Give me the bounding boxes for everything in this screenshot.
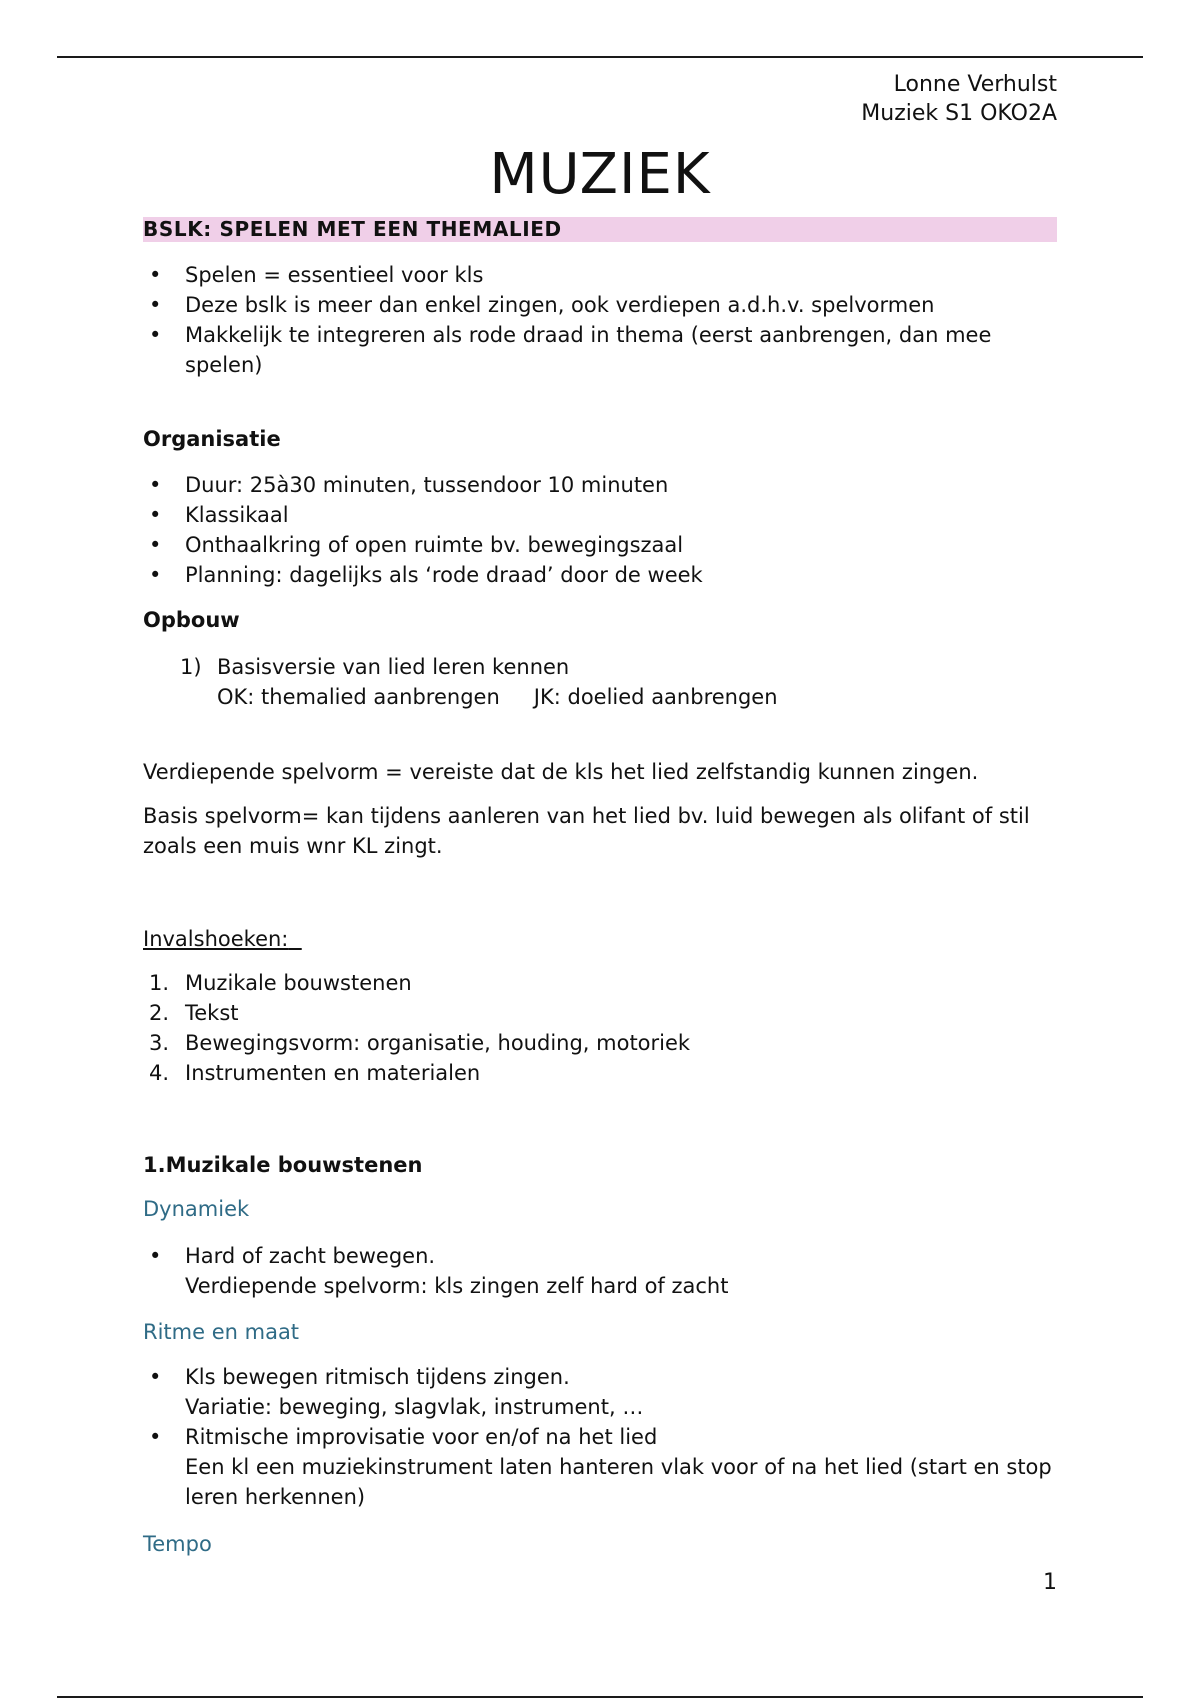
list-item: • Spelen = essentieel voor kls xyxy=(143,260,1057,290)
section-banner: BSLK: SPELEN MET EEN THEMALIED xyxy=(143,217,1057,242)
invalshoeken-list xyxy=(143,968,1057,1088)
list-item: 4. Instrumenten en materialen xyxy=(149,1061,481,1085)
invalshoeken-heading: Invalshoeken: xyxy=(143,927,289,951)
list-item: • Ritmische improvisatie voor en/of na het lied Een kl een muziekinstrument laten hanteren vlak voor of na het lied (start en stop leren herkennen) xyxy=(143,1422,1057,1512)
opbouw-step xyxy=(143,652,1057,712)
bullet-icon: • xyxy=(149,1425,162,1449)
list-item: • Planning: dagelijks als ‘rode draad’ door de week xyxy=(143,560,1057,590)
ritme-heading: Ritme en maat xyxy=(143,1320,300,1344)
list-item: • Deze bslk is meer dan enkel zingen, ook verdiepen a.d.h.v. spelvormen xyxy=(143,290,1057,320)
list-item: • Kls bewegen ritmisch tijdens zingen. Variatie: beweging, slagvlak, instrument, … xyxy=(143,1362,1057,1422)
list-item: • Hard of zacht bewegen. Verdiepende spelvorm: kls zingen zelf hard of zacht xyxy=(143,1241,1057,1301)
list-item xyxy=(180,652,1057,712)
list-item: • Klassikaal xyxy=(143,500,1057,530)
opbouw-heading: Opbouw xyxy=(143,608,240,632)
dynamiek-list xyxy=(143,1241,1057,1301)
list-item: 3. Bewegingsvorm: organisatie, houding, motoriek xyxy=(149,1031,691,1055)
section1-heading: 1.Muzikale bouwstenen xyxy=(143,1153,423,1177)
dynamiek-heading: Dynamiek xyxy=(143,1197,250,1221)
organisatie-list xyxy=(143,470,1057,590)
top-rule xyxy=(57,56,1143,58)
list-item: 1. Muzikale bouwstenen xyxy=(149,971,412,995)
bullet-icon: • xyxy=(149,1365,162,1389)
list-item: 2. Tekst xyxy=(149,1001,239,1025)
step-detail: OK: themalied aanbrengen JK: doelied aanbrengen xyxy=(217,685,778,709)
step-title: Basisversie van lied leren kennen xyxy=(217,655,570,679)
page-title: MUZIEK xyxy=(489,142,711,207)
list-item: • Makkelijk te integreren als rode draad in thema (eerst aanbrengen, dan mee spelen) xyxy=(143,320,1057,380)
bullet-icon: • xyxy=(149,293,162,317)
list-item: • Duur: 25à30 minuten, tussendoor 10 minuten xyxy=(143,470,1057,500)
bullet-icon: • xyxy=(149,533,162,557)
document-header xyxy=(861,70,1057,128)
step-number: 1) xyxy=(180,655,202,679)
page-number: 1 xyxy=(1043,1570,1057,1595)
author-name: Lonne Verhulst xyxy=(893,72,1057,97)
paragraph-basis: Basis spelvorm= kan tijdens aanleren van het lied bv. luid bewegen als olifant of stil zoals een muis wnr KL zingt. xyxy=(143,804,1030,858)
organisatie-heading: Organisatie xyxy=(143,427,281,451)
ritme-list xyxy=(143,1362,1057,1512)
bullet-icon: • xyxy=(149,503,162,527)
bullet-icon: • xyxy=(149,323,162,347)
bullet-icon: • xyxy=(149,563,162,587)
bullet-icon: • xyxy=(149,1244,162,1268)
bottom-rule xyxy=(57,1696,1143,1698)
bullet-icon: • xyxy=(149,263,162,287)
course-code: Muziek S1 OKO2A xyxy=(861,101,1057,126)
bullet-icon: • xyxy=(149,473,162,497)
paragraph-verdiepend: Verdiepende spelvorm = vereiste dat de kls het lied zelfstandig kunnen zingen. xyxy=(143,760,979,784)
intro-list xyxy=(143,260,1057,380)
tempo-heading: Tempo xyxy=(143,1532,212,1556)
list-item: • Onthaalkring of open ruimte bv. bewegingszaal xyxy=(143,530,1057,560)
